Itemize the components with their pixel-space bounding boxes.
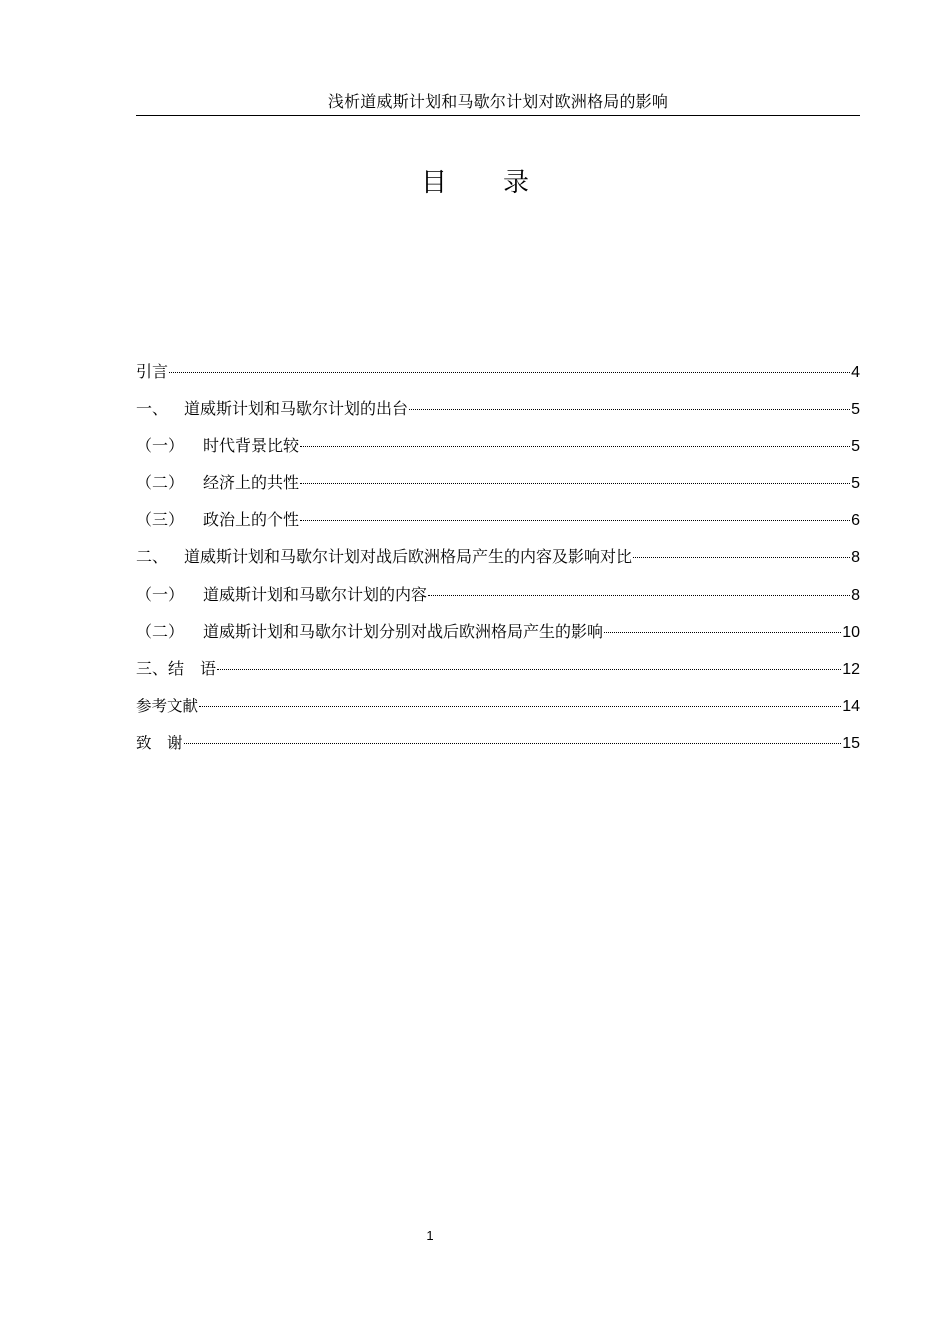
toc-entry-number: （一） [136,436,185,456]
toc-entry-number: （二） [136,473,185,493]
toc-entry-label [136,433,299,459]
toc-entry-page: 10 [842,623,860,641]
running-header-title: 浅析道威斯计划和马歇尔计划对欧洲格局的影响 [327,92,669,111]
toc-entry-label [136,544,632,570]
toc-dot-leader [300,477,850,484]
toc-entry-section-2-2[interactable] [136,619,860,656]
toc-entry-number: （二） [136,621,185,641]
toc-entry-label [136,507,299,533]
toc-dot-leader [184,737,842,744]
toc-dot-leader [169,366,850,373]
toc-entry-number: （三） [136,510,185,530]
toc-title-char-1: 目 [420,168,447,198]
toc-entry-page: 6 [851,512,860,530]
toc-dot-leader [300,440,850,447]
toc-entry-chapter-2[interactable] [136,544,860,581]
toc-entry-number: 二、 [136,547,169,567]
toc-entry-label: 引言 [136,362,169,381]
toc-entry-text: 时代背景比较 [203,436,300,456]
toc-entry-page: 4 [851,364,860,381]
toc-entry-number: 一、 [136,399,169,419]
toc-entry-references[interactable] [136,693,860,730]
toc-entry-page: 8 [851,549,860,567]
toc-entry-label [136,582,427,608]
toc-entry-chapter-1[interactable] [136,396,860,433]
toc-entry-section-1-2[interactable] [136,470,860,507]
toc-entry-text: 政治上的个性 [203,510,300,530]
toc-entry-acknowledgements[interactable] [136,730,860,767]
toc-entry-label: 参考文献 [136,696,199,715]
toc-entry-label [136,470,299,496]
toc-entry-text: 道威斯计划和马歇尔计划的内容 [203,584,428,604]
toc-entry-label [136,619,603,645]
toc-entry-section-2-1[interactable] [136,582,860,619]
toc-title [0,164,950,202]
toc-entry-page: 15 [842,734,860,752]
toc-entry-conclusion[interactable] [136,656,860,693]
toc-title-char-2: 录 [503,168,530,198]
table-of-contents [136,359,860,767]
toc-entry-number: （一） [136,584,185,604]
toc-entry-text: 道威斯计划和马歇尔计划对战后欧洲格局产生的内容及影响对比 [184,547,633,567]
running-header [136,88,860,116]
toc-dot-leader [604,626,841,633]
page-number: 1 [426,1228,434,1243]
toc-entry-page: 8 [851,586,860,604]
toc-entry-page: 5 [851,401,860,419]
toc-entry-section-1-3[interactable] [136,507,860,544]
toc-dot-leader [633,551,850,558]
toc-entry-page: 5 [851,475,860,493]
toc-entry-page: 12 [842,660,860,678]
toc-entry-label: 三、结 语 [136,658,217,678]
toc-entry-introduction[interactable] [136,359,860,396]
toc-dot-leader [217,663,841,670]
toc-dot-leader [300,514,850,521]
toc-entry-text: 道威斯计划和马歇尔计划的出台 [184,399,409,419]
toc-entry-text: 道威斯计划和马歇尔计划分别对战后欧洲格局产生的影响 [203,621,604,641]
toc-dot-leader [428,589,850,596]
toc-entry-page: 5 [851,438,860,456]
toc-dot-leader [199,700,841,707]
toc-entry-section-1-1[interactable] [136,433,860,470]
toc-entry-label [136,396,408,422]
toc-entry-text: 经济上的共性 [203,473,300,493]
toc-entry-page: 14 [842,697,860,715]
toc-entry-label: 致 谢 [136,733,183,752]
toc-dot-leader [409,403,850,410]
